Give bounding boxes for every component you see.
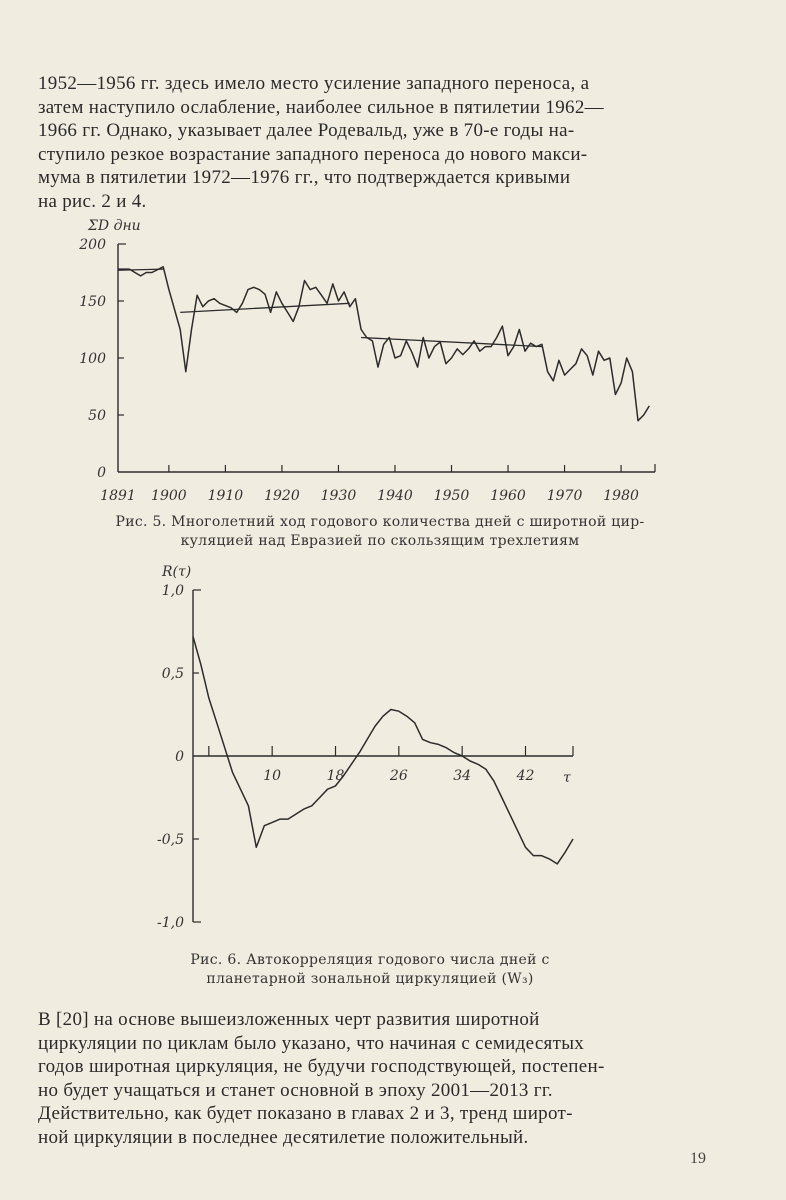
x-tick-label: 42: [516, 768, 535, 784]
y-tick-label: 1,0: [161, 583, 184, 599]
text-line: 1966 гг. Однако, указывает далее Родевальд, уже в 70-е годы на-: [38, 120, 575, 141]
autocorrelation-line: [193, 637, 573, 864]
x-axis-title: τ: [563, 770, 571, 786]
text-line: годов широтная циркуляция, не будучи господствующей, постепен-: [38, 1056, 605, 1077]
caption-line: Рис. 6. Автокорреляция годового числа дней с: [190, 952, 550, 968]
y-tick-label: 200: [79, 237, 106, 253]
x-tick-label: 1940: [377, 488, 413, 504]
x-tick-label: 1910: [207, 488, 244, 504]
text-line: затем наступило ослабление, наиболее сильное в пятилетии 1962—: [38, 96, 604, 118]
x-tick-label: 1960: [490, 488, 526, 504]
y-tick-label: 50: [88, 408, 106, 424]
x-tick-label: 34: [453, 768, 472, 784]
y-tick-label: 0,5: [161, 666, 184, 682]
y-tick-label: -0,5: [157, 832, 184, 848]
text-line: Действительно, как будет показано в главах 2 и 3, тренд широт-: [38, 1103, 573, 1124]
text-line: 1952—1956 гг. здесь имело место усиление западного переноса, а: [38, 73, 590, 94]
x-tick-label: 1891: [100, 488, 136, 504]
text-line: В [20] на основе вышеизложенных черт развития широтной: [38, 1009, 540, 1030]
text-line: мума в пятилетии 1972—1976 гг., что подтверждается кривыми: [38, 167, 571, 188]
y-tick-label: 0: [97, 465, 106, 481]
x-tick-label: 1980: [603, 488, 639, 504]
x-tick-label: 1900: [151, 488, 187, 504]
caption-line: планетарной зональной циркуляцией (W₃): [206, 971, 534, 987]
y-tick-label: 0: [175, 749, 184, 765]
x-tick-label: 10: [263, 768, 282, 784]
x-tick-label: 18: [326, 768, 345, 784]
text-line: на рис. 2 и 4.: [38, 190, 147, 212]
caption-line: Рис. 5. Многолетний ход годового количества дней с широтной цир-: [115, 514, 645, 530]
y-tick-label: 100: [79, 351, 106, 367]
caption-line: куляцией над Евразией по скользящим трехлетиям: [180, 533, 580, 549]
x-tick-label: 1920: [264, 488, 300, 504]
y-axis-title: R(τ): [162, 564, 192, 580]
text-line: циркуляции по циклам было указано, что начиная с семидесятых: [38, 1032, 585, 1054]
x-tick-label: 1930: [320, 488, 357, 504]
page-number: 19: [690, 1150, 706, 1167]
y-tick-label: 150: [79, 294, 106, 310]
text-line: ной циркуляции в последнее десятилетие положительный.: [38, 1126, 529, 1148]
text-line: но будет учащаться и станет основной в эпоху 2001—2013 гг.: [38, 1079, 553, 1101]
figure6-caption: [150, 951, 590, 989]
x-tick-label: 1970: [546, 488, 583, 504]
paragraph-bottom: [38, 1008, 750, 1149]
x-tick-label: 1950: [433, 488, 470, 504]
y-tick-label: -1,0: [157, 915, 184, 931]
x-tick-label: 26: [389, 768, 408, 784]
y-axis-title: ΣD дни: [88, 218, 141, 234]
text-line: ступило резкое возрастание западного переноса до нового макси-: [38, 143, 588, 165]
